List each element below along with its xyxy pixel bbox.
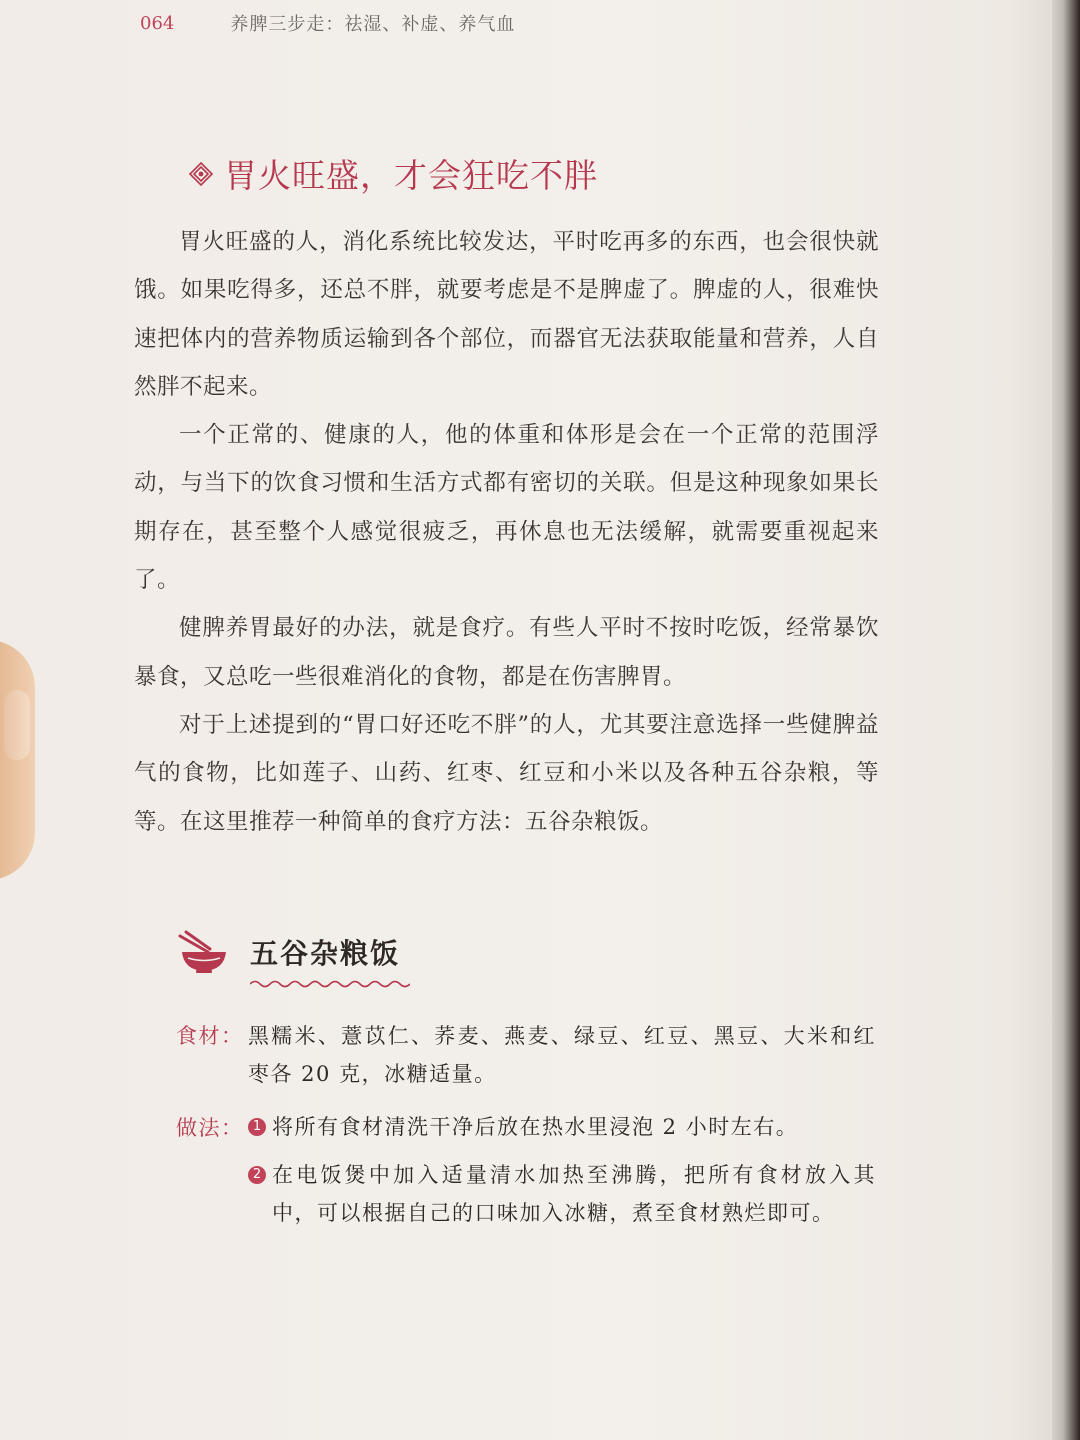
wavy-underline <box>250 978 410 990</box>
paragraph: 健脾养胃最好的办法，就是食疗。有些人平时不按时吃饭，经常暴饮暴食，又总吃一些很难消化的食物，都是在伤害脾胃。 <box>134 615 879 690</box>
section-title: 胃火旺盛，才会狂吃不胖 <box>224 156 598 195</box>
paragraph: 一个正常的、健康的人，他的体重和体形是会在一个正常的范围浮动，与当下的饮食习惯和生活方式都有密切的关联。但是这种现象如果长期存在，甚至整个人感觉很疲乏，再休息也无法缓解，就需要重视起来了。 <box>134 422 879 594</box>
page-edge <box>1052 0 1080 1440</box>
method-label: 做法： <box>176 1116 244 1140</box>
section-body <box>134 218 879 846</box>
thumbnail <box>4 690 30 760</box>
thumb <box>0 640 35 880</box>
step-text: 将所有食材清洗干净后放在热水里浸泡 2 小时左右。 <box>272 1115 799 1139</box>
flower-ornament-icon <box>188 161 214 187</box>
method-step <box>248 1108 876 1146</box>
method-steps <box>248 1108 876 1242</box>
page-number: 064 <box>140 12 175 34</box>
method-row <box>176 1108 876 1242</box>
page-header <box>140 8 515 38</box>
ingredients-row <box>176 1016 876 1093</box>
paragraph: 对于上述提到的“胃口好还吃不胖”的人，尤其要注意选择一些健脾益气的食物，比如莲子、山药、红枣、红豆和小米以及各种五谷杂粮，等等。在这里推荐一种简单的食疗方法：五谷杂粮饭。 <box>134 711 879 835</box>
rice-bowl-icon <box>176 930 232 974</box>
paragraph: 胃火旺盛的人，消化系统比较发达，平时吃再多的东西，也会很快就饿。如果吃得多，还总不胖，就要考虑是不是脾虚了。脾虚的人，很难快速把体内的营养物质运输到各个部位，而器官无法获取能量和营养，人自然胖不起来。 <box>134 229 879 400</box>
ingredients-label: 食材： <box>176 1024 244 1048</box>
recipe-title: 五谷杂粮饭 <box>250 937 401 970</box>
recipe-heading <box>176 930 400 974</box>
section-heading <box>188 150 598 197</box>
step-number-badge: 1 <box>248 1118 266 1136</box>
step-text: 在电饭煲中加入适量清水加热至沸腾，把所有食材放入其中，可以根据自己的口味加入冰糖，煮至食材熟烂即可。 <box>272 1163 876 1225</box>
running-title: 养脾三步走：祛湿、补虚、养气血 <box>230 14 516 35</box>
method-step <box>248 1156 876 1232</box>
ingredients-text: 黑糯米、薏苡仁、荞麦、燕麦、绿豆、红豆、黑豆、大米和红枣各 20 克，冰糖适量。 <box>248 1024 876 1086</box>
step-number-badge: 2 <box>248 1166 266 1184</box>
